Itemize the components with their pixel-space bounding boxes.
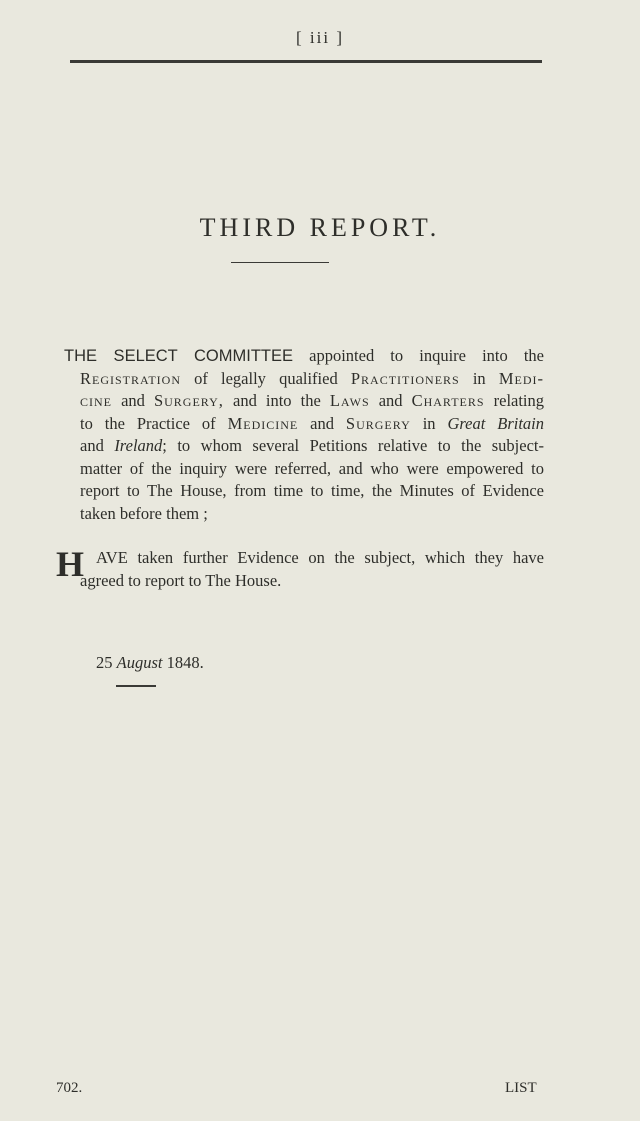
text-run: appointed to inquire into the (309, 346, 544, 365)
text-run: in (422, 413, 436, 433)
text-run: Ireland (114, 436, 163, 455)
resolution-paragraph-2 (80, 570, 540, 593)
committee-line-5 (64, 435, 544, 458)
text-run: Great Britain (447, 413, 545, 433)
text-run: Practitioners (350, 368, 460, 388)
date-rule (116, 685, 156, 687)
text-run: Charters (411, 391, 485, 410)
committee-paragraph (64, 345, 544, 525)
report-title: THIRD REPORT. (199, 213, 441, 242)
text-run: Medicine (227, 413, 299, 433)
text-run: 1848. (166, 653, 204, 672)
text-run: and (378, 391, 403, 410)
text-run: August (116, 653, 163, 672)
text-run: and (80, 436, 104, 455)
text-run: Surgery, (153, 391, 224, 410)
committee-line-6: matter of the inquiry were referred, and who were empowered to (80, 458, 544, 478)
resolution-line-2: agreed to report to The House. (80, 571, 282, 590)
text-run: AVE (96, 548, 128, 567)
resolution-paragraph (96, 547, 544, 570)
report-date (96, 653, 204, 673)
committee-name: THE SELECT COMMITTEE (64, 347, 294, 365)
committee-line-3 (64, 390, 544, 413)
text-run: Laws (329, 391, 370, 410)
resolution-line-1 (96, 547, 544, 570)
text-run: Medi- (498, 368, 544, 388)
text-run: 25 (96, 653, 113, 672)
text-run: and (310, 413, 334, 433)
text-run: taken further Evidence on the subject, which they have (137, 548, 545, 567)
text-run: relating (493, 391, 545, 410)
text-run: Registration (80, 368, 181, 388)
committee-line-2 (64, 368, 544, 391)
committee-line-8: taken before them ; (80, 503, 208, 523)
header-rule (70, 60, 542, 63)
sessional-number: 702. (56, 1080, 83, 1096)
drop-cap: H (56, 544, 85, 584)
title-rule (231, 262, 329, 263)
text-run: and into the (233, 391, 321, 410)
text-run: and (121, 391, 145, 410)
text-run: in (472, 368, 486, 388)
page-number: [ iii ] (296, 28, 344, 47)
committee-line-7: report to The House, from time to time, the Minutes of Evidence (80, 481, 544, 500)
catchword: LIST (505, 1080, 537, 1096)
text-run: ; to whom several Petitions relative to the subject- (162, 436, 544, 455)
text-run: to the Practice of (80, 413, 216, 433)
committee-line-4 (64, 413, 544, 436)
text-run: of legally qualified (194, 368, 338, 388)
text-run: Surgery (345, 413, 411, 433)
text-run: cine (80, 391, 112, 410)
committee-line-1 (64, 345, 544, 368)
